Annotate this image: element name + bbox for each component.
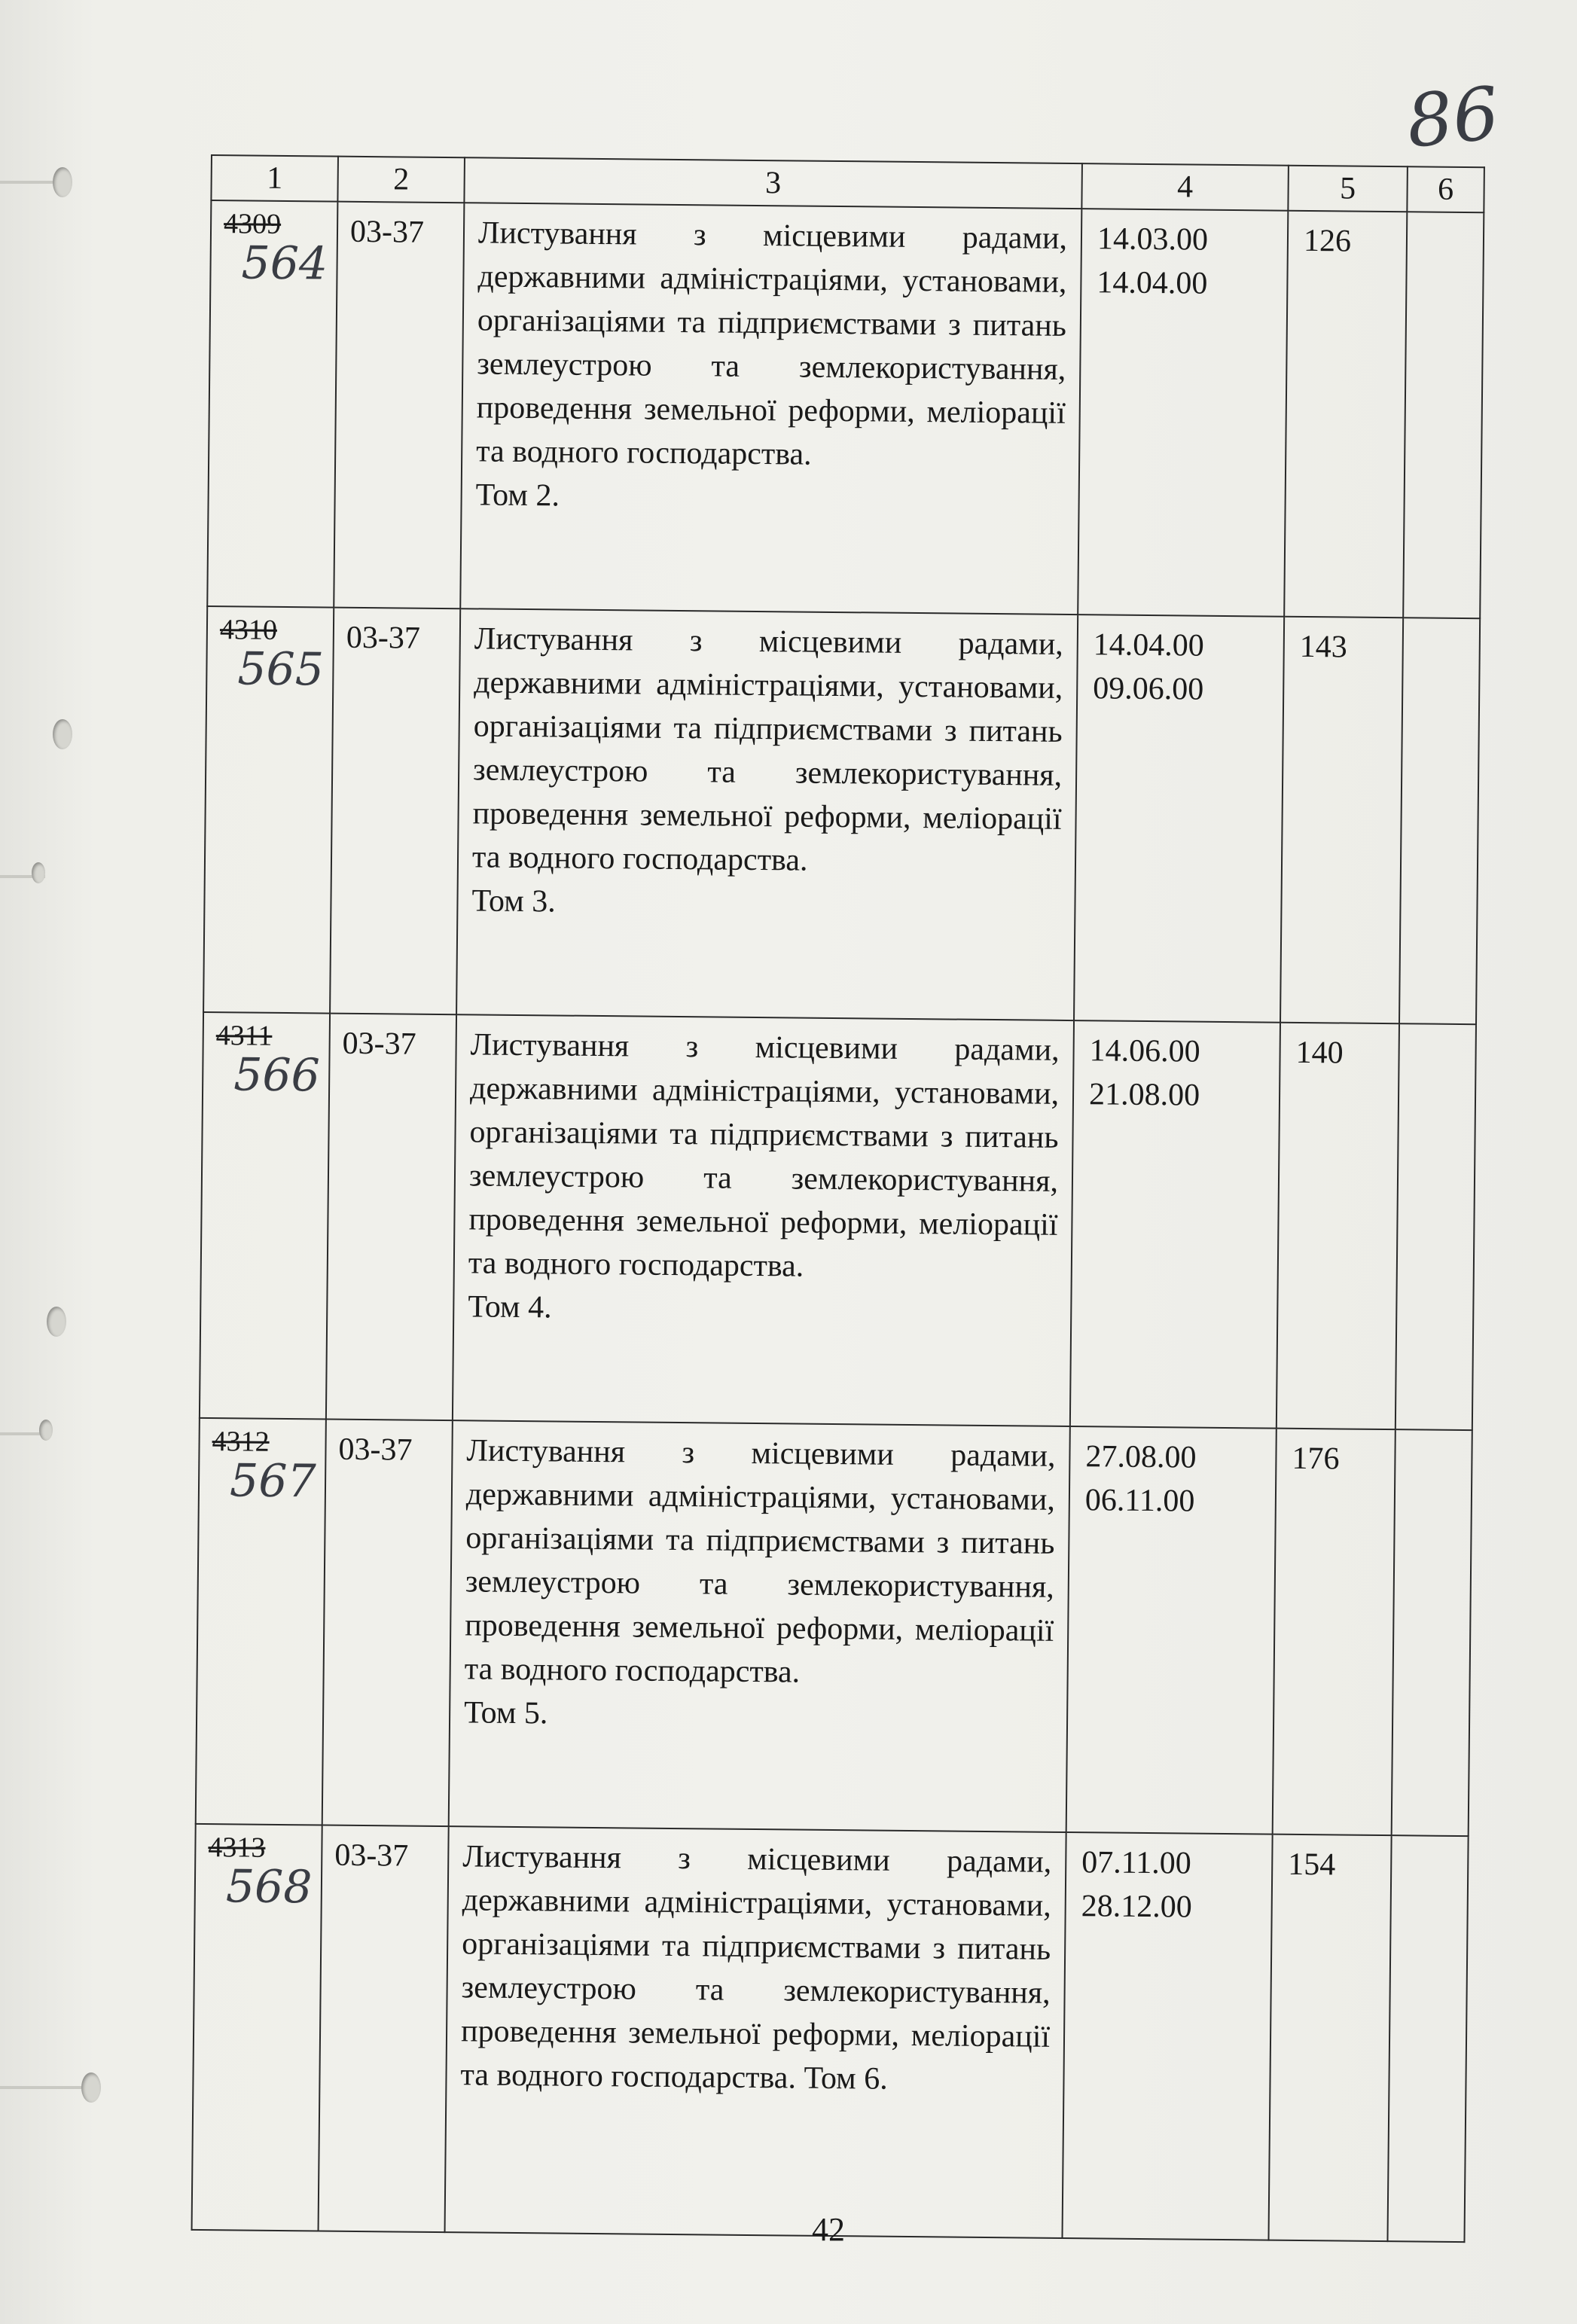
crossed-out-number: 4310 [219,614,278,646]
title-cell [456,608,1078,1020]
table-row [203,606,1480,1024]
date-end: 06.11.00 [1084,1483,1195,1519]
date-end: 28.12.00 [1081,1889,1192,1925]
title-cell [453,1014,1074,1426]
sheets-cell: 140 [1277,1023,1399,1429]
notes-cell [1396,1023,1476,1430]
table-row [196,1418,1472,1836]
handwritten-number: 566 [233,1048,321,1103]
table-row [207,200,1484,618]
dates-cell [1070,1020,1280,1429]
number-cell [196,1418,326,1825]
sheets-cell: 143 [1280,617,1403,1023]
notes-cell [1392,1429,1472,1836]
crossed-out-number: 4311 [215,1020,273,1052]
binding-hole [47,1307,66,1337]
binding-hole [53,719,72,749]
binding-hole [53,167,72,197]
dates-cell [1062,1832,1272,2240]
date-end: 09.06.00 [1093,671,1204,707]
binding-hole [39,1420,53,1441]
number-cell [203,606,334,1014]
sheets-cell: 154 [1268,1834,1391,2241]
index-cell: 03-37 [326,1014,456,1421]
number-cell [192,1824,322,2231]
title-cell [445,1826,1066,2238]
index-cell: 03-37 [319,1825,449,2233]
page-number: 42 [812,2211,845,2248]
sheets-cell: 126 [1284,211,1407,618]
volume-text: Том 3. [471,883,556,920]
crossed-out-number: 4313 [208,1831,266,1864]
table-row [192,1824,1469,2242]
number-cell [200,1012,330,1420]
dates-cell [1074,615,1284,1023]
notes-cell [1399,618,1480,1024]
column-header: 2 [337,157,465,203]
sheet-number: 86 [1402,70,1503,165]
dates-cell [1078,209,1288,617]
binding-hole [32,862,45,883]
column-header: 6 [1407,166,1484,212]
date-start: 14.06.00 [1089,1033,1200,1069]
title-text: Листування з місцевими радами, державними адміністраціями, установами, організаціями та підприємствами з питань землеустрою та землекористування, проведення земельної реформи, меліорації та водного господарства. [464,1433,1056,1690]
title-text: Листування з місцевими радами, державними адміністраціями, установами, організаціями та підприємствами з питань землеустрою та землекористування, проведення земельної реформи, меліорації та водного господарства. [460,1839,1052,2096]
column-header: 1 [211,155,338,202]
date-end: 14.04.00 [1097,265,1208,301]
column-header: 5 [1288,166,1408,212]
binding-hole [81,2072,101,2103]
index-cell: 03-37 [322,1420,453,1827]
number-cell [207,200,337,608]
title-cell [460,203,1081,615]
dates-cell [1066,1426,1277,1834]
volume-text: Том 6. [804,2060,888,2097]
notes-cell [1403,212,1484,618]
title-text: Листування з місцевими радами, державними адміністраціями, установами, організаціями та підприємствами з питань землеустрою та землекористування, проведення земельної реформи, меліорації та водного господарства. [468,1027,1060,1284]
handwritten-number: 564 [241,236,328,291]
index-cell: 03-37 [330,608,460,1015]
handwritten-number: 568 [225,1860,313,1914]
volume-text: Том 4. [468,1289,552,1325]
date-end: 21.08.00 [1088,1077,1200,1113]
handwritten-number: 565 [237,642,325,697]
title-text: Листування з місцевими радами, державними адміністраціями, установами, організаціями та підприємствами з питань землеустрою та землекористування, проведення земельної реформи, меліорації та водного господарства. [476,215,1068,472]
sheets-cell: 176 [1273,1429,1396,1835]
date-start: 27.08.00 [1085,1439,1197,1475]
date-start: 14.04.00 [1093,627,1205,663]
column-header: 4 [1081,163,1289,211]
table-row [200,1012,1476,1430]
crossed-out-number: 4312 [212,1426,270,1458]
volume-text: Том 5. [463,1695,548,1731]
column-header: 3 [464,157,1082,209]
title-text: Листування з місцевими радами, державними адміністраціями, установами, організаціями та підприємствами з питань землеустрою та землекористування, проведення земельної реформи, меліорації та водного господарства. [471,621,1064,878]
inventory-table [191,154,1485,2243]
handwritten-number: 567 [229,1454,316,1508]
title-cell [449,1420,1070,1832]
crossed-out-number: 4309 [223,208,282,240]
volume-text: Том 2. [475,477,560,514]
notes-cell [1387,1835,1468,2242]
date-start: 07.11.00 [1081,1845,1191,1881]
index-cell: 03-37 [334,202,464,609]
date-start: 14.03.00 [1097,221,1209,258]
